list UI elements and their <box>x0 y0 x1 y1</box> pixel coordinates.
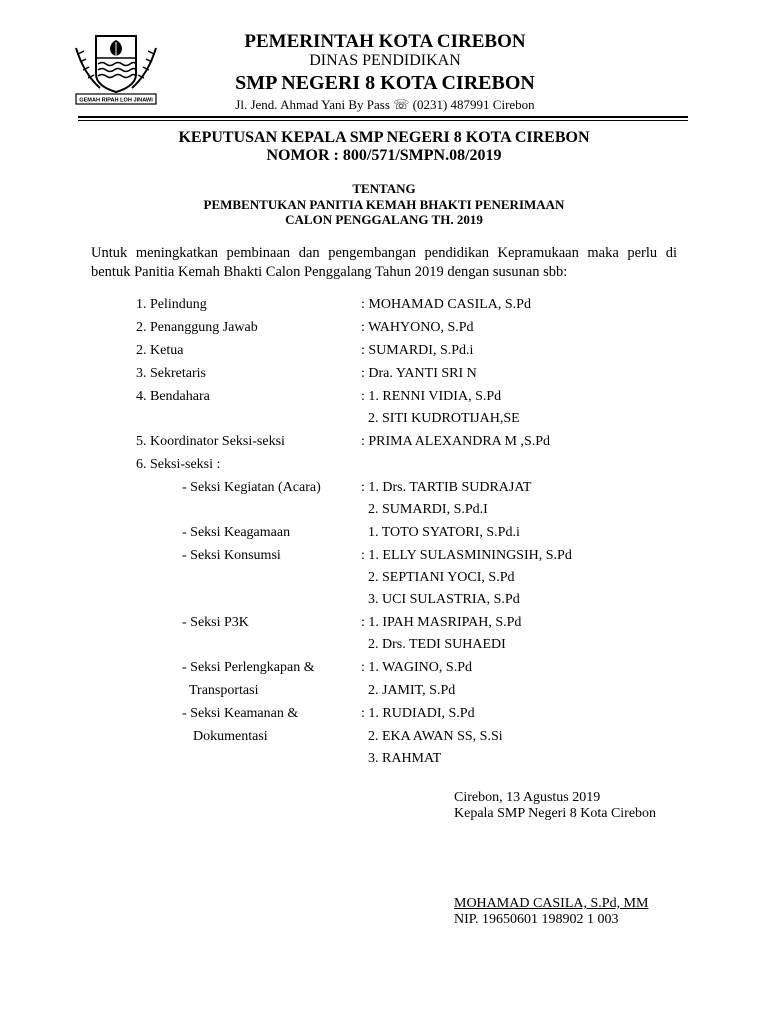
decree-subject-line1: PEMBENTUKAN PANITIA KEMAH BHAKTI PENERIMAAN <box>203 197 565 212</box>
committee-member: 1. TOTO SYATORI, S.Pd.i <box>361 525 520 540</box>
signature-name: MOHAMAD CASILA, S.Pd, MM <box>454 896 649 911</box>
intro-paragraph <box>91 244 677 282</box>
phone-icon: ☏ <box>393 98 410 113</box>
committee-row <box>0 340 768 362</box>
committee-row <box>0 454 768 476</box>
committee-role: 1. Pelindung <box>136 297 207 312</box>
decree-number: NOMOR : 800/571/SMPN.08/2019 <box>266 147 502 164</box>
signature-position: Kepala SMP Negeri 8 Kota Cirebon <box>454 806 657 821</box>
committee-role: - Seksi P3K <box>182 615 249 630</box>
committee-role: Transportasi <box>189 683 259 698</box>
committee-member: : 1. RENNI VIDIA, S.Pd <box>361 389 502 404</box>
committee-row <box>0 634 768 656</box>
committee-row <box>0 499 768 521</box>
committee-row <box>0 680 768 702</box>
committee-row <box>0 545 768 567</box>
committee-row <box>0 408 768 430</box>
header-divider-thin <box>78 120 688 121</box>
committee-member: : PRIMA ALEXANDRA M ,S.Pd <box>361 434 551 449</box>
committee-member: 2. SITI KUDROTIJAH,SE <box>361 411 520 426</box>
decree-subject-label: TENTANG <box>352 181 416 196</box>
logo-motto: GEMAH RIPAH LOH JINAWI <box>79 97 153 104</box>
intro-line-2: bentuk Panitia Kemah Bhakti Calon Penggalang Tahun 2019 dengan susunan sbb: <box>91 264 568 280</box>
committee-member: : SUMARDI, S.Pd.i <box>361 343 474 358</box>
signature-place-date: Cirebon, 13 Agustus 2019 <box>454 790 601 805</box>
committee-role: 3. Sekretaris <box>136 366 206 381</box>
committee-member: 2. JAMIT, S.Pd <box>361 683 456 698</box>
committee-member: 2. SEPTIANI YOCI, S.Pd <box>361 570 515 585</box>
committee-row <box>0 363 768 385</box>
committee-role: 4. Bendahara <box>136 389 210 404</box>
committee-member: : WAHYONO, S.Pd <box>361 320 474 335</box>
committee-role: 5. Koordinator Seksi-seksi <box>136 434 285 449</box>
committee-role: - Seksi Keamanan & <box>182 706 299 721</box>
committee-row <box>0 567 768 589</box>
committee-role: 2. Penanggung Jawab <box>136 320 258 335</box>
committee-role: 6. Seksi-seksi : <box>136 457 221 472</box>
committee-row <box>0 589 768 611</box>
signature-nip: NIP. 19650601 198902 1 003 <box>454 912 619 927</box>
committee-row <box>0 317 768 339</box>
committee-member: 2. SUMARDI, S.Pd.I <box>361 502 488 517</box>
committee-member: : Dra. YANTI SRI N <box>361 366 477 381</box>
committee-member: 2. EKA AWAN SS, S.Si <box>361 729 503 744</box>
committee-role: 2. Ketua <box>136 343 184 358</box>
decree-subject-line2: CALON PENGGALANG TH. 2019 <box>285 212 483 227</box>
committee-member: : 1. IPAH MASRIPAH, S.Pd <box>361 615 522 630</box>
department-name: DINAS PENDIDIKAN <box>309 52 461 69</box>
address-phone: (0231) 487991 Cirebon <box>412 97 535 112</box>
header-divider-thick <box>78 116 688 118</box>
committee-row <box>0 612 768 634</box>
committee-member: : 1. WAGINO, S.Pd <box>361 660 472 675</box>
committee-member: : 1. RUDIADI, S.Pd <box>361 706 475 721</box>
committee-member: : 1. ELLY SULASMININGSIH, S.Pd <box>361 548 572 563</box>
decree-title: KEPUTUSAN KEPALA SMP NEGERI 8 KOTA CIREBON <box>178 129 590 146</box>
committee-member: : MOHAMAD CASILA, S.Pd <box>361 297 531 312</box>
government-name: PEMERINTAH KOTA CIREBON <box>244 31 526 52</box>
committee-role: - Seksi Konsumsi <box>182 548 281 563</box>
committee-row <box>0 703 768 725</box>
committee-row <box>0 522 768 544</box>
committee-row <box>0 294 768 316</box>
committee-member: 3. UCI SULASTRIA, S.Pd <box>361 592 520 607</box>
committee-row <box>0 726 768 748</box>
committee-role: - Seksi Kegiatan (Acara) <box>182 480 321 495</box>
committee-role: - Seksi Keagamaan <box>182 525 291 540</box>
school-name: SMP NEGERI 8 KOTA CIREBON <box>235 72 535 94</box>
committee-role: - Seksi Perlengkapan & <box>182 660 315 675</box>
committee-member: 2. Drs. TEDI SUHAEDI <box>361 637 506 652</box>
committee-row <box>0 386 768 408</box>
committee-row <box>0 431 768 453</box>
address-street: Jl. Jend. Ahmad Yani By Pass <box>235 97 390 112</box>
committee-row <box>0 748 768 770</box>
school-address <box>170 97 600 113</box>
committee-member: 3. RAHMAT <box>361 751 442 766</box>
committee-role: Dokumentasi <box>193 729 268 744</box>
committee-member: : 1. Drs. TARTIB SUDRAJAT <box>361 480 532 495</box>
committee-row <box>0 477 768 499</box>
intro-line-1: Untuk meningkatkan pembinaan dan pengembangan pendidikan Kepramukaan maka perlu di <box>91 245 677 261</box>
committee-row <box>0 657 768 679</box>
cirebon-city-emblem <box>70 34 162 106</box>
